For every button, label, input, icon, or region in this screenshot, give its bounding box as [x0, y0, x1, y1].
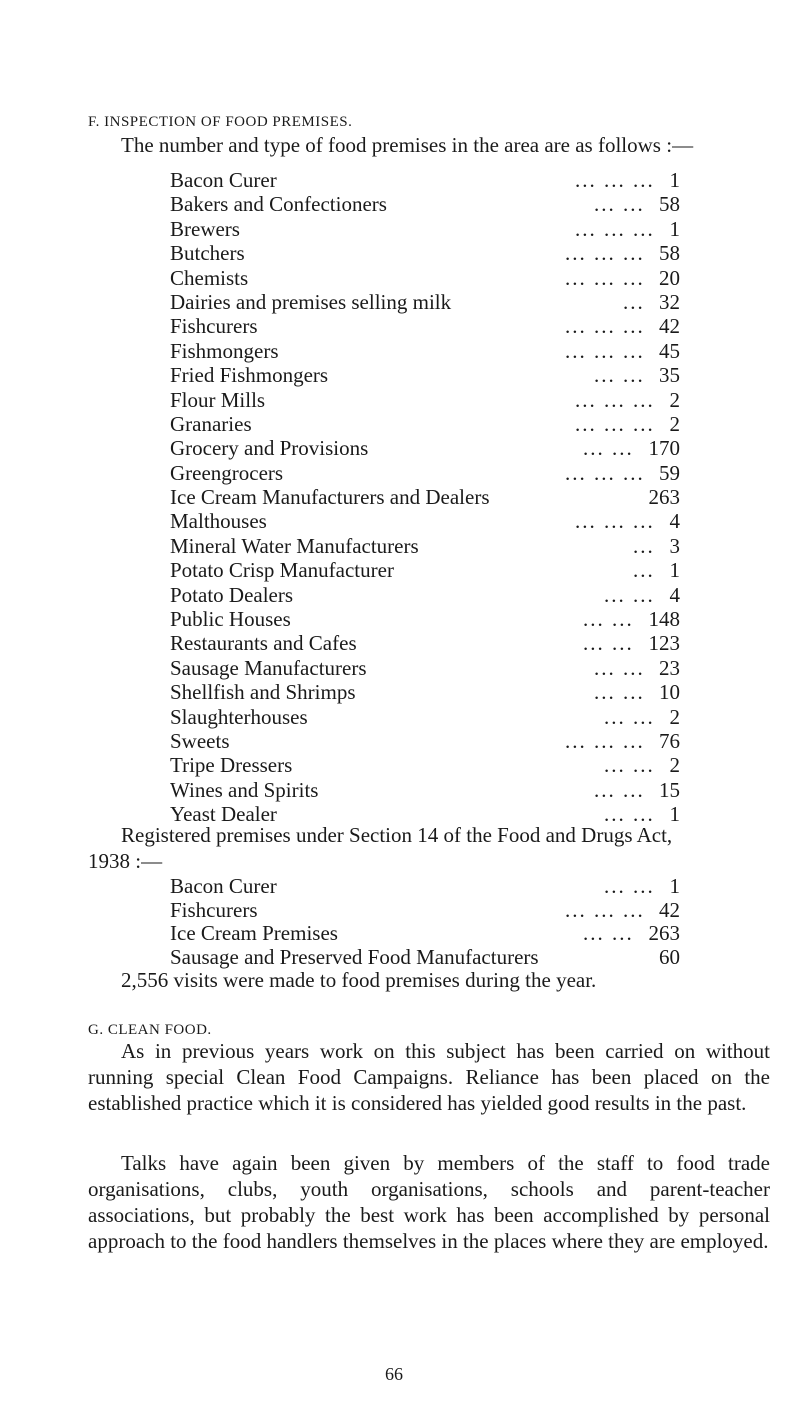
premises-type-label: Ice Cream Manufacturers and Dealers — [170, 485, 490, 510]
premises-type-label: Restaurants and Cafes — [170, 631, 357, 656]
section-f-intro: The number and type of food premises in the area are as follows :— — [121, 133, 694, 157]
premises-type-label: Fishcurers — [170, 897, 258, 922]
dot-leader: ... ... ... — [575, 387, 655, 412]
premises-count: 45 — [659, 338, 680, 363]
dot-leader: ... ... — [594, 777, 645, 802]
registered-premises-list — [170, 875, 680, 969]
list-item — [170, 946, 680, 970]
list-item — [170, 266, 680, 290]
premises-type-label: Granaries — [170, 411, 252, 436]
premises-type-label: Shellfish and Shrimps — [170, 680, 356, 705]
premises-count: 42 — [659, 314, 680, 339]
dot-leader: ... — [623, 289, 645, 314]
dot-leader: ... ... ... — [575, 509, 655, 534]
premises-type-label: Butchers — [170, 241, 245, 266]
premises-type-label: Potato Crisp Manufacturer — [170, 558, 394, 583]
premises-type-label: Mineral Water Manufacturers — [170, 533, 419, 558]
premises-count: 1 — [669, 168, 680, 192]
premises-type-label: Slaughterhouses — [170, 704, 308, 729]
dot-leader: ... ... — [594, 192, 645, 217]
premises-count: 60 — [659, 944, 680, 969]
premises-count: 58 — [659, 192, 680, 217]
dot-leader: ... ... — [604, 582, 655, 607]
dot-leader: ... ... ... — [565, 265, 645, 290]
dot-leader: ... ... ... — [565, 460, 645, 485]
premises-count: 58 — [659, 241, 680, 266]
registered-intro-line2: 1938 :— — [88, 849, 163, 873]
list-item — [170, 461, 680, 485]
list-item — [170, 656, 680, 680]
dot-leader: ... ... — [583, 607, 634, 632]
list-item — [170, 705, 680, 729]
list-item — [170, 583, 680, 607]
list-item — [170, 339, 680, 363]
premises-count: 170 — [648, 436, 680, 461]
list-item — [170, 778, 680, 802]
premises-type-label: Sausage and Preserved Food Manufacturers — [170, 944, 539, 969]
premises-count: 2 — [669, 704, 680, 729]
list-item — [170, 412, 680, 436]
dot-leader: ... ... ... — [565, 338, 645, 363]
list-item — [170, 922, 680, 946]
list-item — [170, 680, 680, 704]
list-item — [170, 217, 680, 241]
premises-type-label: Brewers — [170, 216, 240, 241]
premises-type-label: Bacon Curer — [170, 168, 277, 192]
premises-count: 1 — [669, 558, 680, 583]
premises-count: 20 — [659, 265, 680, 290]
premises-count: 76 — [659, 728, 680, 753]
premises-count: 23 — [659, 655, 680, 680]
list-item — [170, 899, 680, 923]
premises-type-label: Tripe Dressers — [170, 753, 293, 778]
dot-leader: ... ... — [583, 631, 634, 656]
dot-leader: ... ... — [604, 802, 655, 827]
premises-type-label: Malthouses — [170, 509, 267, 534]
list-item — [170, 753, 680, 777]
dot-leader: ... ... ... — [565, 728, 645, 753]
premises-count: 123 — [648, 631, 680, 656]
list-item — [170, 290, 680, 314]
premises-type-label: Wines and Spirits — [170, 777, 319, 802]
dot-leader: ... ... ... — [575, 216, 655, 241]
list-item — [170, 631, 680, 655]
premises-count: 42 — [659, 897, 680, 922]
premises-count: 148 — [648, 607, 680, 632]
premises-type-label: Sweets — [170, 728, 230, 753]
premises-count: 4 — [669, 582, 680, 607]
premises-count: 263 — [648, 485, 680, 510]
clean-food-paragraph-2: Talks have again been given by members of the staff to food trade organisations, clubs, youth organisations, schools and parent-teacher associations, but probably the best work has been accomplished by personal approach to the food handlers themselves in the places where they are employed. — [88, 1151, 770, 1253]
premises-type-label: Bacon Curer — [170, 874, 277, 898]
registered-intro-line1: Registered premises under Section 14 of the Food and Drugs Act, — [121, 823, 673, 847]
dot-leader: ... ... ... — [565, 241, 645, 266]
dot-leader: ... ... — [583, 436, 634, 461]
premises-type-label: Public Houses — [170, 607, 291, 632]
premises-type-label: Fishcurers — [170, 314, 258, 339]
premises-count: 2 — [669, 753, 680, 778]
premises-type-label: Yeast Dealer — [170, 802, 277, 827]
list-item — [170, 314, 680, 338]
list-item — [170, 558, 680, 582]
premises-count: 4 — [669, 509, 680, 534]
premises-count: 35 — [659, 363, 680, 388]
premises-list — [170, 168, 680, 827]
premises-count: 32 — [659, 289, 680, 314]
premises-count: 2 — [669, 411, 680, 436]
premises-type-label: Flour Mills — [170, 387, 266, 412]
premises-type-label: Grocery and Provisions — [170, 436, 369, 461]
dot-leader: ... — [633, 533, 655, 558]
dot-leader: ... ... — [594, 363, 645, 388]
dot-leader: ... ... — [594, 680, 645, 705]
dot-leader: ... — [633, 558, 655, 583]
section-f-heading: F. INSPECTION OF FOOD PREMISES. — [88, 114, 353, 130]
premises-type-label: Chemists — [170, 265, 249, 290]
list-item — [170, 875, 680, 899]
clean-food-paragraph-1: As in previous years work on this subject has been carried on without running special Clean Food Campaigns. Reliance has been placed on the established practice which it is considered has yielded good results in the past. — [88, 1039, 770, 1115]
list-item — [170, 363, 680, 387]
dot-leader: ... ... — [583, 921, 634, 945]
premises-count: 3 — [669, 533, 680, 558]
premises-type-label: Bakers and Confectioners — [170, 192, 387, 217]
list-item — [170, 241, 680, 265]
premises-count: 1 — [669, 874, 680, 898]
list-item — [170, 388, 680, 412]
dot-leader: ... ... — [604, 753, 655, 778]
visits-statement: 2,556 visits were made to food premises during the year. — [121, 968, 597, 992]
premises-type-label: Potato Dealers — [170, 582, 294, 607]
premises-type-label: Greengrocers — [170, 460, 284, 485]
page-number: 66 — [385, 1364, 403, 1384]
dot-leader: ... ... ... — [565, 314, 645, 339]
list-item — [170, 509, 680, 533]
premises-type-label: Fishmongers — [170, 338, 279, 363]
premises-count: 10 — [659, 680, 680, 705]
dot-leader: ... ... — [604, 874, 655, 898]
dot-leader: ... ... — [594, 655, 645, 680]
list-item — [170, 168, 680, 192]
section-g-heading: G. CLEAN FOOD. — [88, 1022, 212, 1038]
list-item — [170, 436, 680, 460]
premises-count: 15 — [659, 777, 680, 802]
dot-leader: ... ... ... — [575, 168, 655, 192]
premises-count: 59 — [659, 460, 680, 485]
list-item — [170, 729, 680, 753]
premises-type-label: Sausage Manufacturers — [170, 655, 367, 680]
premises-count: 2 — [669, 387, 680, 412]
premises-count: 1 — [669, 802, 680, 827]
dot-leader: ... ... ... — [565, 897, 645, 922]
list-item — [170, 485, 680, 509]
list-item — [170, 607, 680, 631]
list-item — [170, 534, 680, 558]
list-item — [170, 192, 680, 216]
premises-type-label: Fried Fishmongers — [170, 363, 329, 388]
premises-count: 263 — [648, 921, 680, 945]
dot-leader: ... ... ... — [575, 411, 655, 436]
premises-type-label: Ice Cream Premises — [170, 921, 338, 945]
premises-count: 1 — [669, 216, 680, 241]
dot-leader: ... ... — [604, 704, 655, 729]
premises-type-label: Dairies and premises selling milk — [170, 289, 452, 314]
